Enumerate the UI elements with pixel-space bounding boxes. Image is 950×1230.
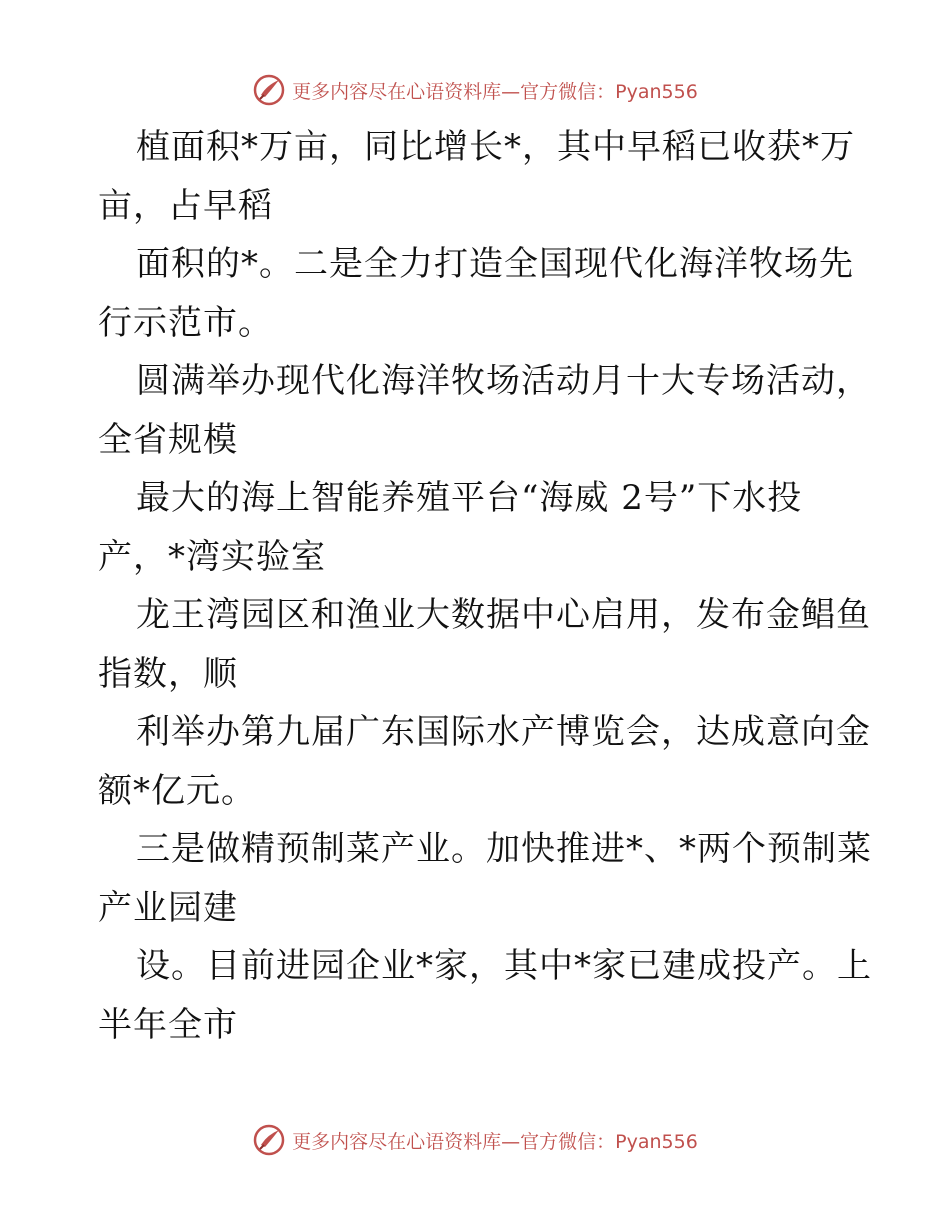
body-line: 面积的*。二是全力打造全国现代化海洋牧场先 <box>136 244 854 284</box>
body-line: 三是做精预制菜产业。加快推进*、*两个预制菜 <box>136 829 872 869</box>
body-line: 半年全市 <box>98 1004 238 1045</box>
body-line: 额*亿元。 <box>98 770 256 811</box>
body-line: 最大的海上智能养殖平台“海威 2号”下水投 <box>136 478 803 518</box>
body-line: 圆满举办现代化海洋牧场活动月十大专场活动， <box>136 361 871 401</box>
body-line: 植面积*万亩，同比增长*，其中早稻已收获*万 <box>136 127 855 167</box>
body-line: 指数，顺 <box>98 653 238 694</box>
body-line: 产业园建 <box>98 887 238 928</box>
document-body <box>98 118 872 1054</box>
body-line: 龙王湾园区和渔业大数据中心启用，发布金鲳鱼 <box>136 595 871 635</box>
body-line: 全省规模 <box>98 419 238 460</box>
footer-banner-text: 更多内容尽在心语资料库—官方微信：Pyan556 <box>292 1130 698 1153</box>
header-banner-text: 更多内容尽在心语资料库—官方微信：Pyan556 <box>292 80 698 103</box>
body-line: 产，*湾实验室 <box>98 536 326 577</box>
body-line: 亩，占早稻 <box>98 185 273 226</box>
header-banner <box>0 70 950 110</box>
brush-pen-logo-icon <box>252 73 286 107</box>
brush-pen-logo-icon <box>252 1123 286 1157</box>
body-line: 利举办第九届广东国际水产博览会，达成意向金 <box>136 712 871 752</box>
footer-banner <box>0 1120 950 1160</box>
body-line: 行示范市。 <box>98 302 273 343</box>
body-line: 设。目前进园企业*家，其中*家已建成投产。上 <box>136 946 872 986</box>
